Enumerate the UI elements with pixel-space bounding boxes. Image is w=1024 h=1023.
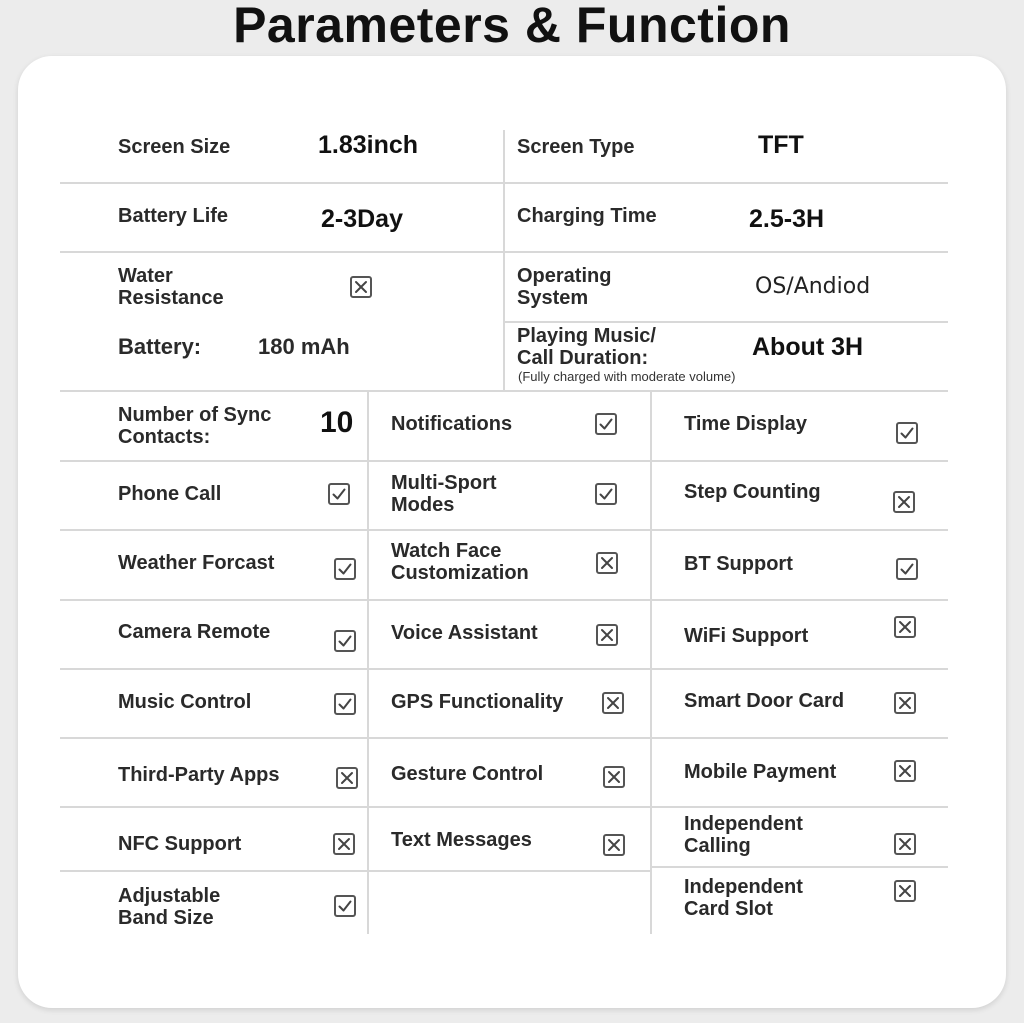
playing-music-note: (Fully charged with moderate volume) [518, 369, 736, 384]
independent-calling-cross-icon [894, 833, 916, 855]
watch-face-label-1: Watch Face [391, 540, 502, 562]
independent-card-slot-label-2: Card Slot [684, 898, 773, 920]
watch-face-cross-icon [596, 552, 618, 574]
operating-system-label-1: Operating [517, 265, 612, 287]
divider [503, 130, 505, 390]
notifications-label: Notifications [391, 413, 513, 435]
divider [650, 392, 652, 934]
divider [60, 529, 948, 531]
nfc-support-cross-icon [333, 833, 355, 855]
adjustable-band-label-1: Adjustable [118, 885, 221, 907]
multi-sport-check-icon [595, 483, 617, 505]
mobile-payment-cross-icon [894, 760, 916, 782]
multi-sport-label-2: Modes [391, 494, 455, 516]
divider [60, 870, 650, 872]
adjustable-band-label-2: Band Size [118, 907, 214, 929]
screen-size-label: Screen Size [118, 136, 231, 158]
battery-value: 180 mAh [258, 334, 350, 359]
charging-time-value: 2.5-3H [749, 205, 825, 233]
screen-type-value: TFT [758, 131, 804, 159]
step-counting-label: Step Counting [684, 481, 821, 503]
water-resistance-label-1: Water [118, 265, 173, 287]
sync-contacts-label-1: Number of Sync [118, 404, 272, 426]
divider [60, 737, 948, 739]
third-party-apps-label: Third-Party Apps [118, 764, 280, 786]
playing-music-label-1: Playing Music/ [517, 325, 656, 347]
screen-size-value: 1.83inch [318, 131, 419, 159]
time-display-check-icon [896, 422, 918, 444]
watch-face-label-2: Customization [391, 562, 529, 584]
divider [652, 866, 948, 868]
operating-system-label-2: System [517, 287, 589, 309]
wifi-support-cross-icon [894, 616, 916, 638]
gps-label: GPS Functionality [391, 691, 564, 713]
page-title: Parameters & Function [233, 0, 791, 53]
notifications-check-icon [595, 413, 617, 435]
step-counting-cross-icon [893, 491, 915, 513]
text-messages-label: Text Messages [391, 829, 532, 851]
gesture-control-cross-icon [603, 766, 625, 788]
mobile-payment-label: Mobile Payment [684, 761, 837, 783]
camera-remote-check-icon [334, 630, 356, 652]
time-display-label: Time Display [684, 413, 808, 435]
smart-door-card-cross-icon [894, 692, 916, 714]
independent-card-slot-label-1: Independent [684, 876, 803, 898]
bt-support-label: BT Support [684, 553, 793, 575]
battery-life-value: 2-3Day [321, 205, 403, 233]
independent-card-slot-cross-icon [894, 880, 916, 902]
voice-assistant-cross-icon [596, 624, 618, 646]
third-party-apps-cross-icon [336, 767, 358, 789]
camera-remote-label: Camera Remote [118, 621, 271, 643]
battery-life-label: Battery Life [118, 205, 229, 227]
sync-contacts-label-2: Contacts: [118, 426, 211, 448]
independent-calling-label-2: Calling [684, 835, 751, 857]
water-resistance-label-2: Resistance [118, 287, 224, 309]
text-messages-cross-icon [603, 834, 625, 856]
adjustable-band-check-icon [334, 895, 356, 917]
weather-label: Weather Forcast [118, 552, 275, 574]
divider [505, 321, 948, 323]
multi-sport-label-1: Multi-Sport [391, 472, 497, 494]
phone-call-check-icon [328, 483, 350, 505]
operating-system-value: OS/Andiod [755, 274, 871, 299]
battery-label: Battery: [118, 334, 202, 359]
smart-door-card-label: Smart Door Card [684, 690, 845, 712]
screen-type-label: Screen Type [517, 136, 635, 158]
divider [60, 460, 948, 462]
sync-contacts-value: 10 [320, 406, 354, 439]
music-control-check-icon [334, 693, 356, 715]
charging-time-label: Charging Time [517, 205, 657, 227]
bt-support-check-icon [896, 558, 918, 580]
phone-call-label: Phone Call [118, 483, 222, 505]
weather-check-icon [334, 558, 356, 580]
divider [60, 390, 948, 392]
voice-assistant-label: Voice Assistant [391, 622, 538, 644]
independent-calling-label-1: Independent [684, 813, 803, 835]
wifi-support-label: WiFi Support [684, 625, 809, 647]
water-resistance-cross-icon [350, 276, 372, 298]
divider [367, 392, 369, 934]
divider [60, 599, 948, 601]
music-control-label: Music Control [118, 691, 252, 713]
gesture-control-label: Gesture Control [391, 763, 544, 785]
playing-music-value: About 3H [752, 333, 864, 361]
playing-music-label-2: Call Duration: [517, 347, 649, 369]
nfc-support-label: NFC Support [118, 833, 242, 855]
divider [60, 806, 948, 808]
gps-cross-icon [602, 692, 624, 714]
divider [60, 668, 948, 670]
